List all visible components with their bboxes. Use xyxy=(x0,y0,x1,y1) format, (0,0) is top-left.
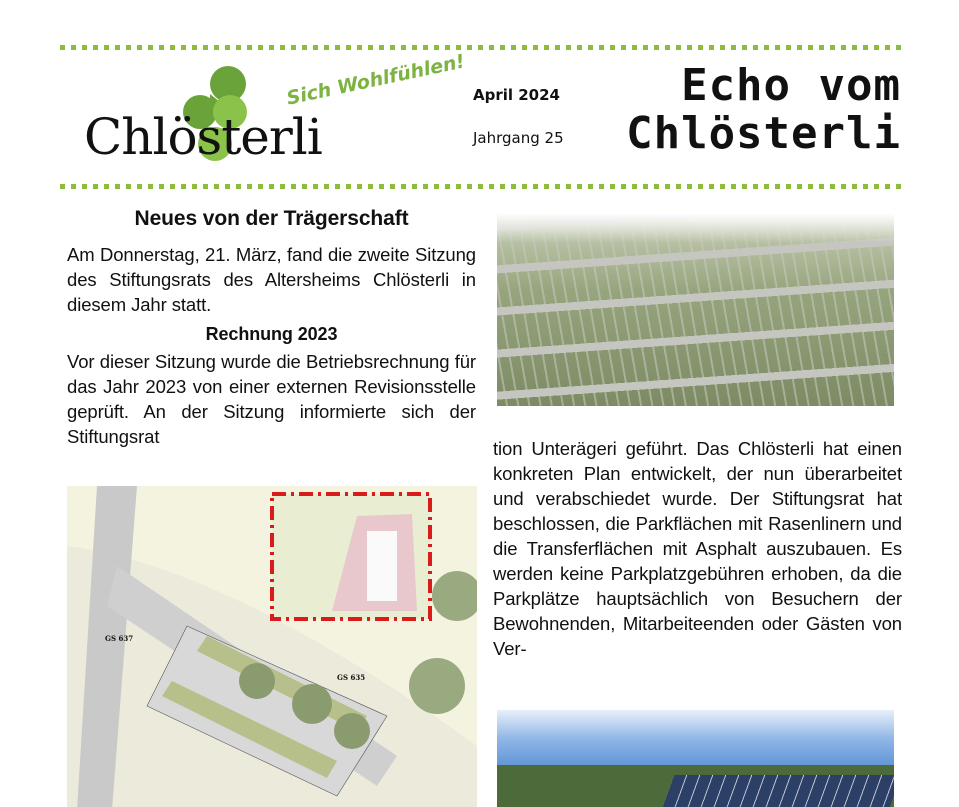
article-paragraph-2: tion Unterägeri geführt. Das Chlösterli hat einen konkreten Plan entwickelt, der nun überarbeitet und verabschiedet wurde. Der Stiftungsrat hat beschlossen, die Parkflächen mit Rasenlinern und die Transferflächen mit Asphalt auszubauen. Es werden keine Parkplatzgebühren erhoben, da die Parkplätze hauptsächlich von Besuchern der Bewohnenden, Mitarbeiteenden oder Gästen von Ver- xyxy=(493,438,902,659)
solar-roof-image xyxy=(497,710,894,807)
article-left-column xyxy=(67,206,476,449)
title-line-2: Chlösterli xyxy=(626,108,901,159)
grass-paver-image xyxy=(497,213,894,406)
article-heading: Neues von der Trägerschaft xyxy=(134,207,409,230)
volume: Jahrgang 25 xyxy=(473,129,564,147)
map-label-gs637: GS 637 xyxy=(105,634,134,643)
issue-date: April 2024 xyxy=(473,86,560,104)
article-paragraph-1: Vor dieser Sitzung wurde die Betriebsrechnung für das Jahr 2023 von einer externen Revisionsstelle geprüft. An der Sitzung informierte sich der Stiftungsrat xyxy=(67,351,476,447)
title-line-1: Echo vom xyxy=(681,60,901,111)
newsletter-title xyxy=(626,62,901,158)
map-label-gs635: GS 635 xyxy=(337,673,366,682)
article-right-column xyxy=(493,436,902,661)
logo-slogan: Sich Wohlfühlen! xyxy=(284,50,467,110)
article-subheading: Rechnung 2023 xyxy=(205,324,338,344)
article-intro: Am Donnerstag, 21. März, fand die zweite Sitzung des Stiftungsrats des Altersheims Chlösterli in diesem Jahr statt. xyxy=(67,244,476,315)
bottom-divider xyxy=(60,184,906,189)
top-divider xyxy=(60,45,906,50)
logo-text: Chlösterli xyxy=(84,108,322,166)
site-plan-image xyxy=(67,486,477,807)
